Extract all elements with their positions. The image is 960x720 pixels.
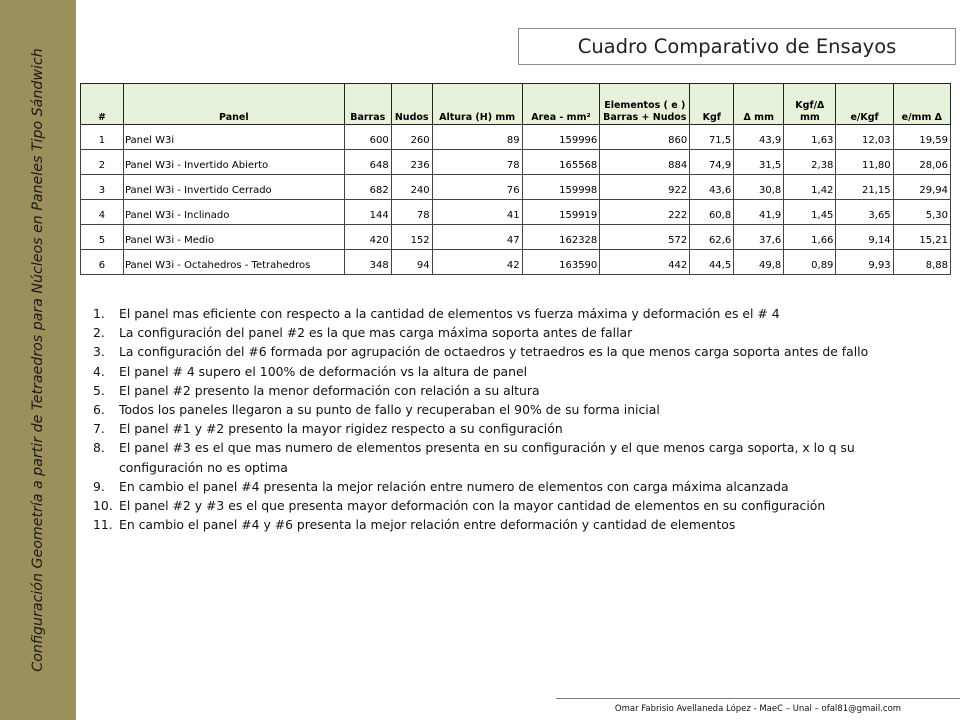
list-item [93,438,913,476]
table-cell: 43,9 [734,125,784,150]
list-item-text: El panel #3 es el que mas numero de elementos presenta en su configuración y el que menos carga soporta, x lo q su configuración no es optima [119,440,855,475]
list-item-text: Todos los paneles llegaron a su punto de fallo y recuperaban el 90% de su forma inicial [119,402,660,418]
list-item [93,323,913,342]
table-cell: 152 [391,225,432,250]
page-title: Cuadro Comparativo de Ensayos [518,28,956,65]
table-cell: 1 [81,125,124,150]
list-item [93,496,913,515]
table-cell: 47 [432,225,522,250]
list-item [93,342,913,361]
column-header: Barras [344,84,391,125]
list-item-number: 9. [93,478,105,494]
table-cell: 11,80 [836,150,893,175]
list-item [93,419,913,438]
list-item-number: 7. [93,421,105,437]
table-cell: 240 [391,175,432,200]
table-cell: 9,14 [836,225,893,250]
table-cell: 165568 [522,150,600,175]
table-cell: 420 [344,225,391,250]
table-cell: Panel W3i - Invertido Abierto [123,150,344,175]
table-cell: 15,21 [893,225,950,250]
table-row [81,225,951,250]
list-item [93,304,913,323]
table-cell: 1,42 [784,175,836,200]
list-item-text: En cambio el panel #4 presenta la mejor relación entre numero de elementos con carga máxima alcanzada [119,478,789,494]
table-cell: Panel W3i - Octahedros - Tetrahedros [123,250,344,275]
list-item-text: El panel #2 presento la menor deformación con relación a su altura [119,382,540,398]
column-header: Kgf/Δ mm [784,84,836,125]
column-header: Altura (H) mm [432,84,522,125]
list-item-number: 10. [93,498,113,514]
table-cell: 648 [344,150,391,175]
table-cell: 89 [432,125,522,150]
table-cell: 572 [600,225,690,250]
table-cell: 159919 [522,200,600,225]
list-item [93,381,913,400]
column-header: Nudos [391,84,432,125]
column-header: Kgf [690,84,734,125]
table-cell: 884 [600,150,690,175]
table-cell: 78 [391,200,432,225]
table-cell: 12,03 [836,125,893,150]
table-cell: 159998 [522,175,600,200]
table-cell: 1,45 [784,200,836,225]
table-cell: Panel W3i - Invertido Cerrado [123,175,344,200]
list-item [93,362,913,381]
table-cell: 37,6 [734,225,784,250]
table-cell: 600 [344,125,391,150]
table-cell: 860 [600,125,690,150]
column-header: e/mm Δ [893,84,950,125]
table-cell: 5,30 [893,200,950,225]
sidebar [0,0,76,720]
table-cell: 159996 [522,125,600,150]
list-item-text: La configuración del #6 formada por agrupación de octaedros y tetraedros es la que menos carga soporta antes de fallo [119,344,869,360]
list-item-text: En cambio el panel #4 y #6 presenta la mejor relación entre deformación y cantidad de elementos [119,517,736,533]
list-item-number: 6. [93,402,105,418]
list-item [93,400,913,419]
footer-divider [556,698,960,699]
column-header: Area - mm² [522,84,600,125]
table-cell: 682 [344,175,391,200]
list-item-text: El panel #1 y #2 presento la mayor rigidez respecto a su configuración [119,421,563,437]
table-cell: 163590 [522,250,600,275]
results-table [80,83,951,275]
list-item [93,477,913,496]
table-cell: 1,66 [784,225,836,250]
table-row [81,150,951,175]
table-cell: 442 [600,250,690,275]
table-cell: 6 [81,250,124,275]
table-cell: 348 [344,250,391,275]
table-cell: 62,6 [690,225,734,250]
list-item-text: El panel mas eficiente con respecto a la cantidad de elementos vs fuerza máxima y deformación es el # 4 [119,306,780,321]
list-item-number: 8. [93,440,105,456]
table-cell: 162328 [522,225,600,250]
table-row [81,175,951,200]
table-cell: 222 [600,200,690,225]
table-cell: 94 [391,250,432,275]
table-cell: 8,88 [893,250,950,275]
table-cell: 78 [432,150,522,175]
table-cell: 0,89 [784,250,836,275]
table-cell: 30,8 [734,175,784,200]
table-cell: 74,9 [690,150,734,175]
table-cell: 41,9 [734,200,784,225]
list-item-text: El panel #2 y #3 es el que presenta mayor deformación con la mayor cantidad de elementos en su configuración [119,498,826,514]
table-cell: 29,94 [893,175,950,200]
table-cell: 71,5 [690,125,734,150]
table-cell: 44,5 [690,250,734,275]
list-item-number: 2. [93,325,105,341]
column-header: Panel [123,84,344,125]
table-cell: 60,8 [690,200,734,225]
table-cell: 922 [600,175,690,200]
footer-credit: Omar Fabrisio Avellaneda López - MaeC – Unal – ofal81@gmail.com [614,704,902,714]
sidebar-title: Configuración Geometría a partir de Tetraedros para Núcleos en Paneles Tipo Sándwich [30,48,46,672]
column-header: # [81,84,124,125]
list-item-number: 4. [93,363,105,379]
table-cell: Panel W3i - Inclinado [123,200,344,225]
list-item [93,515,913,534]
list-item-number: 11. [93,517,113,533]
table-body [81,125,951,275]
table-cell: 4 [81,200,124,225]
table-header-row [81,84,951,125]
table-cell: 3,65 [836,200,893,225]
table-row [81,125,951,150]
list-item-number: 3. [93,344,105,360]
table-cell: 2 [81,150,124,175]
table-cell: 43,6 [690,175,734,200]
table-cell: 41 [432,200,522,225]
table-cell: 21,15 [836,175,893,200]
table-row [81,200,951,225]
table-cell: 42 [432,250,522,275]
column-header: e/Kgf [836,84,893,125]
table-cell: 19,59 [893,125,950,150]
table-cell: 2,38 [784,150,836,175]
table-cell: 3 [81,175,124,200]
table-cell: 260 [391,125,432,150]
conclusions-list [93,304,913,534]
list-item-number: 1. [93,306,105,321]
table-cell: 9,93 [836,250,893,275]
column-header: Elementos ( e ) Barras + Nudos [600,84,690,125]
list-item-text: La configuración del panel #2 es la que mas carga máxima soporta antes de fallar [119,325,633,341]
list-item-text: El panel # 4 supero el 100% de deformación vs la altura de panel [119,363,528,379]
table-cell: 76 [432,175,522,200]
table-cell: 1,63 [784,125,836,150]
table-cell: Panel W3i - Medio [123,225,344,250]
table-cell: 31,5 [734,150,784,175]
table-cell: 28,06 [893,150,950,175]
table-cell: 49,8 [734,250,784,275]
list-item-number: 5. [93,382,105,398]
column-header: Δ mm [734,84,784,125]
table-cell: 236 [391,150,432,175]
table-cell: Panel W3i [123,125,344,150]
table-cell: 144 [344,200,391,225]
table-cell: 5 [81,225,124,250]
table-row [81,250,951,275]
